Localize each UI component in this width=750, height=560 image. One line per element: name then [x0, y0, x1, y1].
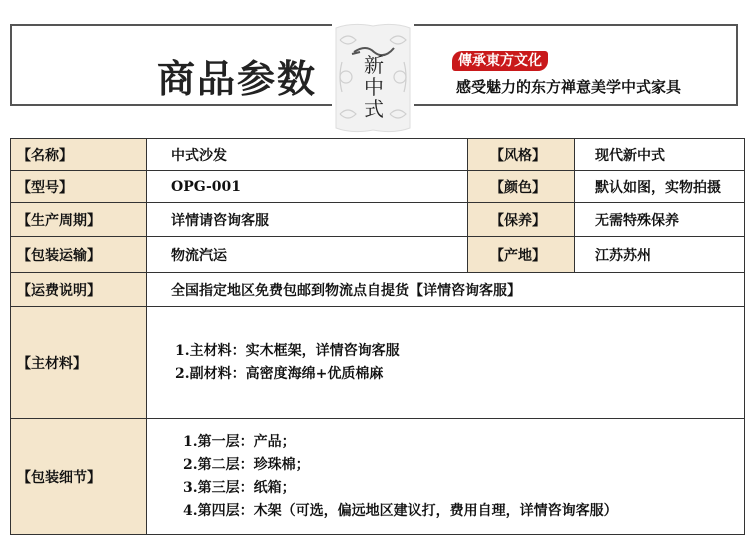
table-row [11, 419, 745, 535]
value-style: 现代新中式 [575, 139, 745, 171]
label-transport: 【包装运输】 [11, 237, 147, 273]
table-row [11, 237, 745, 273]
value-material [147, 307, 745, 419]
table-row [11, 171, 745, 203]
material-line: 1.主材料：实木框架，详情咨询客服 [175, 342, 400, 359]
value-packing [147, 419, 745, 535]
packing-line: 3.第三层：纸箱； [183, 479, 296, 496]
value-model: OPG-001 [147, 171, 468, 203]
label-model: 【型号】 [11, 171, 147, 203]
params-table [10, 138, 745, 535]
value-care: 无需特殊保养 [575, 203, 745, 237]
label-shipping: 【运费说明】 [11, 273, 147, 307]
emblem [332, 22, 414, 134]
emblem-text: 新 中 式 [364, 53, 384, 121]
label-packing: 【包装细节】 [11, 419, 147, 535]
label-color: 【颜色】 [468, 171, 575, 203]
material-line: 2.副材料：高密度海绵+优质棉麻 [175, 365, 384, 382]
table-row [11, 307, 745, 419]
value-shipping: 全国指定地区免费包邮到物流点自提货【详情咨询客服】 [147, 273, 745, 307]
value-color: 默认如图，实物拍摄 [575, 171, 745, 203]
slogan: 感受魅力的东方禅意美学中式家具 [456, 78, 682, 96]
table-row [11, 273, 745, 307]
packing-line: 1.第一层：产品； [183, 433, 296, 450]
table-row [11, 203, 745, 237]
packing-line: 4.第四层：木架（可选，偏远地区建议打，费用自理，详情咨询客服） [183, 502, 618, 519]
label-material: 【主材料】 [11, 307, 147, 419]
packing-line: 2.第二层：珍珠棉； [183, 456, 310, 473]
label-origin: 【产地】 [468, 237, 575, 273]
label-care: 【保养】 [468, 203, 575, 237]
table-row [11, 139, 745, 171]
label-style: 【风格】 [468, 139, 575, 171]
page-title: 商品参数 [157, 57, 318, 101]
header-banner [10, 24, 738, 121]
value-name: 中式沙发 [147, 139, 468, 171]
value-transport: 物流汽运 [147, 237, 468, 273]
value-origin: 江苏苏州 [575, 237, 745, 273]
value-cycle: 详情请咨询客服 [147, 203, 468, 237]
label-name: 【名称】 [11, 139, 147, 171]
seal-badge: 傳承東方文化 [452, 51, 548, 71]
label-cycle: 【生产周期】 [11, 203, 147, 237]
